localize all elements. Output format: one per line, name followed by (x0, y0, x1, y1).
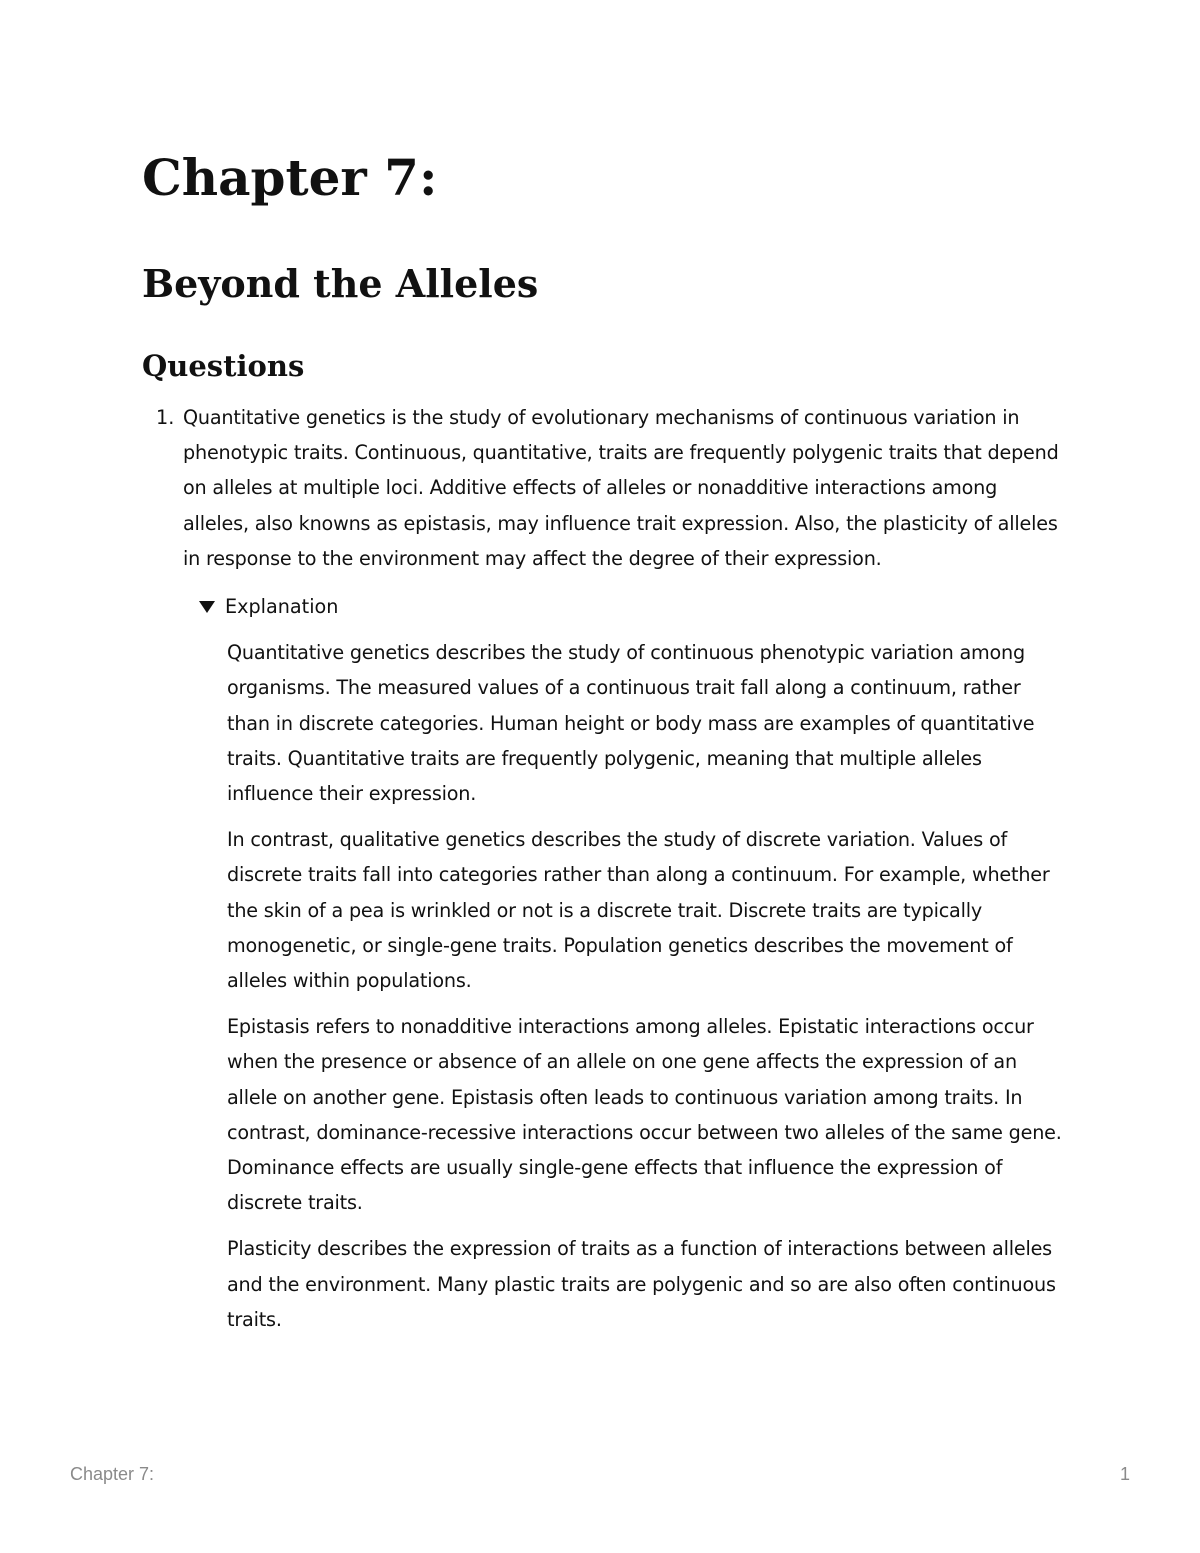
explanation-paragraph: Quantitative genetics describes the study of continuous phenotypic variation among organisms. The measured values of a continuous trait fall along a continuum, rather than in discrete categories. Human height or body mass are examples of quantitative traits. Quantitative traits are frequently polygenic, meaning that multiple alleles influence their expression. (227, 641, 1035, 806)
question-text (183, 400, 1062, 576)
page-number: 1 (1119, 1464, 1130, 1484)
question-text-segment: epistasis (403, 511, 486, 535)
chapter-subtitle: Beyond the Alleles (142, 261, 539, 306)
explanation-label: Explanation (225, 595, 339, 619)
question-item (142, 400, 1062, 1337)
page-title: Chapter 7: (142, 148, 438, 207)
question-text-segment: polygenic (791, 441, 883, 465)
section-heading-questions: Questions (142, 349, 305, 383)
question-number: 1. (156, 406, 175, 429)
explanation-toggle[interactable] (199, 589, 1062, 624)
question-text-segment: Quantitative (183, 406, 300, 429)
question-text-segment: genetics is the study of evolutionary mechanisms of continuous variation in phenotypic traits. Continuous, quantitative, traits are frequently (183, 406, 1020, 465)
explanation-paragraph: Epistasis refers to nonadditive interactions among alleles. Epistatic interactions occur when the presence or absence of an allele on one gene affects the expression of an allele on another gene. Epistasis often leads to continuous variation among traits. In contrast, dominance-recessive interactions occur between two alleles of the same gene. Dominance effects are usually single-gene effects that influence the expression of discrete traits. (227, 1015, 1062, 1215)
footer-chapter-label: Chapter 7: (70, 1464, 155, 1484)
question-text-segment: , may influence trait expression. Also, the (485, 511, 883, 535)
question-text-segment: traits that depend on alleles at multiple loci. Additive effects of alleles or nonadditive interactions among alleles, also knowns as (183, 441, 1059, 535)
question-text-segment: plasticity (882, 511, 968, 535)
explanation-paragraph: Plasticity describes the expression of traits as a function of interactions between alleles and the environment. Many plastic traits are polygenic and so are also often continuous traits. (227, 1237, 1056, 1331)
question-text-segment: of alleles in response to the environment may affect the degree of their expression. (183, 511, 1058, 570)
explanation-content (199, 635, 1062, 1337)
explanation-toggle-block (199, 589, 1062, 1337)
explanation-paragraph: In contrast, qualitative genetics describes the study of discrete variation. Values of discrete traits fall into categories rather than along a continuum. For example, whether the skin of a pea is wrinkled or not is a discrete trait. Discrete traits are typically monogenetic, or single-gene traits. Population genetics describes the movement of alleles within populations. (227, 828, 1050, 993)
questions-list (142, 400, 1062, 1348)
triangle-down-icon (199, 601, 215, 613)
